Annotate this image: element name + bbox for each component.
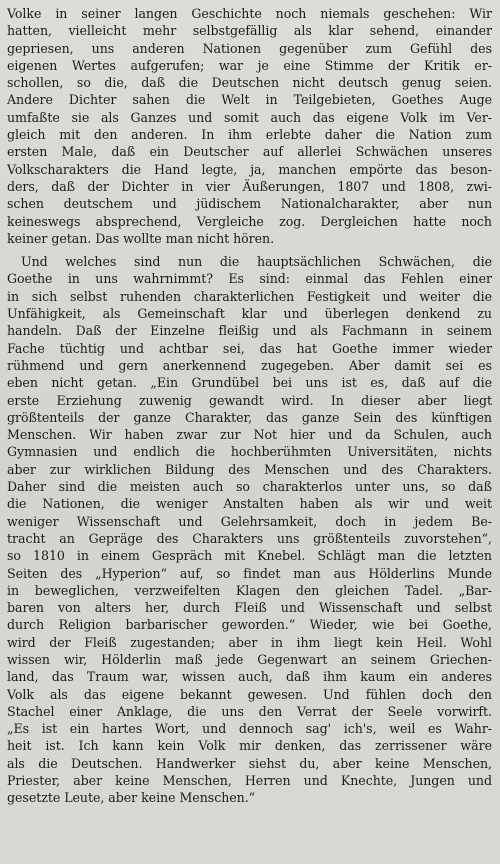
text-line: Priester, aber keine Menschen, Herren und Knechte, Jungen und xyxy=(7,773,492,789)
text-line: keiner getan. Das wollte man nicht hören. xyxy=(7,230,275,246)
text-line: wird der Fleiß zugestanden; aber in ihm liegt kein Heil. Wohl xyxy=(7,634,492,650)
text-line: ders, daß der Dichter in vier Äußerungen, 1807 und 1808, zwi- xyxy=(7,178,492,194)
text-line: baren von alters her, durch Fleiß und Wissenschaft und selbst xyxy=(7,600,492,616)
paragraph-2 xyxy=(7,253,492,807)
text-line: Gymnasien und endlich die hochberühmten Universitäten, nichts xyxy=(7,444,492,460)
text-line: eigenen Wertes aufgerufen; war je eine Stimme der Kritik er- xyxy=(7,57,492,73)
text-line: Goethe in uns wahrnimmt? Es sind: einmal das Fehlen einer xyxy=(7,271,492,287)
text-line: gesetzte Leute, aber keine Menschen.“ xyxy=(7,790,256,806)
text-line: land, das Traum war, wissen auch, daß ihm kaum ein anderes xyxy=(7,669,492,685)
text-line: in sich selbst ruhenden charakterlichen Festigkeit und weiter die xyxy=(7,288,492,304)
text-line: aber zur wirklichen Bildung des Menschen und des Charakters. xyxy=(7,461,492,477)
text-line: schen deutschem und jüdischem Nationalcharakter, aber nun xyxy=(7,196,492,212)
text-line: so 1810 in einem Gespräch mit Knebel. Schlägt man die letzten xyxy=(7,548,492,564)
text-line: Unfähigkeit, als Gemeinschaft klar und überlegen denkend zu xyxy=(7,306,492,322)
text-line: wissen wir, Hölderlin maß jede Gegenwart an seinem Griechen- xyxy=(7,651,492,667)
text-line: rühmend und gern anerkennend zugegeben. Aber damit sei es xyxy=(7,357,492,373)
text-line: größtenteils der ganze Charakter, das ganze Sein des künftigen xyxy=(7,409,492,425)
text-line: Volk als das eigene bekannt gewesen. Und fühlen doch den xyxy=(7,686,492,702)
text-line: durch Religion barbarischer geworden.“ Wieder, wie bei Goethe, xyxy=(7,617,492,633)
text-line: eben nicht getan. „Ein Grundübel bei uns ist es, daß auf die xyxy=(7,375,492,391)
text-line: heit ist. Ich kann kein Volk mir denken, das zerrissener wäre xyxy=(7,738,492,754)
text-line: gepriesen, uns anderen Nationen gegenüber zum Gefühl des xyxy=(7,40,492,56)
text-line: weniger Wissenschaft und Gelehrsamkeit, doch in jedem Be- xyxy=(7,513,492,529)
text-line: hatten, vielleicht mehr selbstgefällig als klar sehend, einander xyxy=(7,23,492,39)
paragraph-1 xyxy=(7,5,492,247)
text-line: Daher sind die meisten auch so charakterlos unter uns, so daß xyxy=(7,479,492,495)
text-line: Andere Dichter sahen die Welt in Teilgebieten, Goethes Auge xyxy=(7,92,492,108)
text-line: die Nationen, die weniger Anstalten haben als wir und weit xyxy=(7,496,492,512)
text-line: Fache tüchtig und achtbar sei, das hat Goethe immer wieder xyxy=(7,340,492,356)
text-line: Seiten des „Hyperion“ auf, so findet man aus Hölderlins Munde xyxy=(7,565,492,581)
text-line: erste Erziehung zuwenig gewandt wird. In dieser aber liegt xyxy=(7,392,492,408)
text-line: Menschen. Wir haben zwar zur Not hier und da Schulen, auch xyxy=(7,427,492,443)
text-line: Volke in seiner langen Geschichte noch niemals geschehen: Wir xyxy=(7,6,492,21)
text-line: als die Deutschen. Handwerker siehst du, aber keine Menschen, xyxy=(7,755,492,771)
text-line: keineswegs absprechend, Vergleiche zog. Dergleichen hatte noch xyxy=(7,213,492,229)
text-line: handeln. Daß der Einzelne fleißig und als Fachmann in seinem xyxy=(7,323,492,339)
text-line: tracht an Gepräge des Charakters uns größtenteils zuvorstehen“, xyxy=(7,530,492,546)
text-line: ersten Male, daß ein Deutscher auf allerlei Schwächen unseres xyxy=(7,144,492,160)
text-line: umfaßte sie als Ganzes und somit auch das eigene Volk im Ver- xyxy=(7,109,492,125)
text-line: Und welches sind nun die hauptsächlichen Schwächen, die xyxy=(21,254,492,270)
text-line: in beweglichen, verzweifelten Klagen den gleichen Tadel. „Bar- xyxy=(7,582,492,598)
text-line: „Es ist ein hartes Wort, und dennoch sag' ich's, weil es Wahr- xyxy=(7,721,492,737)
text-line: Stachel einer Anklage, die uns den Verrat der Seele vorwirft. xyxy=(7,703,492,719)
text-line: gleich mit den anderen. In ihm erlebte daher die Nation zum xyxy=(7,127,492,143)
text-line: Volkscharakters die Hand legte, ja, manchen empörte das beson- xyxy=(7,161,492,177)
text-line: schollen, so die, daß die Deutschen nicht deutsch genug seien. xyxy=(7,75,492,91)
